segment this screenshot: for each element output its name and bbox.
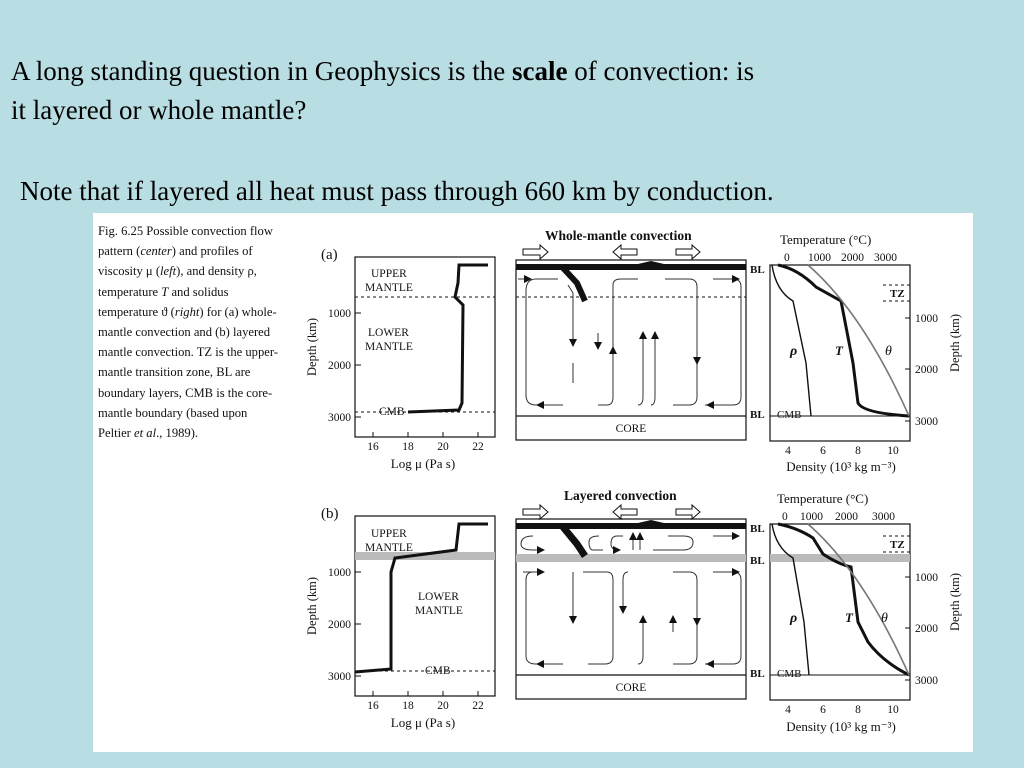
density-label: Density (10³ kg m⁻³) bbox=[786, 719, 896, 734]
temp-tick: 0 bbox=[782, 511, 788, 523]
t-label: T bbox=[835, 343, 843, 358]
title-layered: Layered convection bbox=[564, 488, 677, 503]
caption-text: ) for (a) whole-mantle convection and (b) layered mantle convection. TZ is the upper-mantle transition zone, BL are boundary layers, CMB is the core-mantle boundary (based upon Peltier bbox=[98, 304, 278, 441]
y-axis-label: Depth (km) bbox=[305, 318, 319, 376]
rho-label: ρ bbox=[790, 611, 798, 626]
ytick: 2000 bbox=[328, 360, 351, 372]
x-axis-label: Log μ (Pa s) bbox=[390, 715, 456, 730]
title-whole-mantle: Whole-mantle convection bbox=[545, 228, 692, 243]
ytick: 1000 bbox=[328, 308, 351, 320]
ytick: 1000 bbox=[915, 313, 938, 325]
bl-label: BL bbox=[750, 523, 765, 535]
tz-label: TZ bbox=[890, 539, 905, 551]
slide-heading bbox=[11, 52, 1011, 130]
temp-tick: 2000 bbox=[841, 252, 864, 264]
label-lower-mantle-2: MANTLE bbox=[415, 605, 463, 617]
y-axis-label: Depth (km) bbox=[305, 577, 319, 635]
panel-a-convection-diagram bbox=[516, 228, 746, 440]
label-upper-mantle: UPPER bbox=[371, 528, 407, 540]
temperature-label: Temperature (°C) bbox=[777, 491, 869, 506]
xtick: 20 bbox=[437, 700, 449, 712]
temp-tick: 3000 bbox=[872, 511, 895, 523]
cmb-label: CMB bbox=[777, 668, 802, 680]
label-core: CORE bbox=[615, 682, 647, 694]
caption-text: ), and density ρ, temperature bbox=[98, 264, 257, 299]
xtick: 16 bbox=[367, 700, 379, 712]
cmb-label: CMB bbox=[777, 409, 802, 421]
heading-text-cont: of convection: is bbox=[567, 56, 755, 86]
y-axis-label-right: Depth (km) bbox=[948, 573, 962, 631]
panel-b-convection-diagram bbox=[516, 488, 746, 699]
bl-label: BL bbox=[750, 555, 765, 567]
heading-text: A long standing question in Geophysics is the bbox=[11, 56, 512, 86]
bl-label: BL bbox=[750, 264, 765, 276]
caption-italic: center bbox=[140, 244, 172, 259]
xtick: 10 bbox=[887, 445, 899, 457]
xtick: 18 bbox=[402, 441, 414, 453]
label-upper-mantle: UPPER bbox=[371, 268, 407, 280]
caption-text: ., 1989). bbox=[156, 426, 199, 441]
heading-bold-word: scale bbox=[511, 56, 568, 86]
xtick: 6 bbox=[820, 704, 826, 716]
bl-label: BL bbox=[750, 668, 765, 680]
panel-b-profile-plot bbox=[750, 491, 962, 734]
xtick: 18 bbox=[402, 700, 414, 712]
caption-text: and solidus temperature ϑ ( bbox=[98, 284, 229, 319]
ytick: 2000 bbox=[328, 619, 351, 631]
caption-italic: T bbox=[161, 284, 169, 299]
temp-tick: 1000 bbox=[808, 252, 831, 264]
caption-fig-number: Fig. 6.25 bbox=[98, 224, 144, 238]
temp-tick: 3000 bbox=[874, 252, 897, 264]
label-upper-mantle-2: MANTLE bbox=[365, 282, 413, 294]
density-label: Density (10³ kg m⁻³) bbox=[786, 459, 896, 474]
panel-b-label: (b) bbox=[321, 506, 339, 522]
ytick: 3000 bbox=[328, 412, 351, 424]
xtick: 8 bbox=[855, 445, 861, 457]
ytick: 3000 bbox=[328, 671, 351, 683]
heading-line-2: it layered or whole mantle? bbox=[11, 95, 307, 125]
label-core: CORE bbox=[615, 423, 647, 435]
xtick: 4 bbox=[785, 704, 791, 716]
panel-a-label: (a) bbox=[321, 247, 338, 263]
rho-label: ρ bbox=[790, 344, 798, 359]
theta-label: θ bbox=[885, 344, 892, 359]
ytick: 1000 bbox=[328, 567, 351, 579]
caption-italic: et al bbox=[134, 426, 157, 441]
xtick: 20 bbox=[437, 441, 449, 453]
xtick: 6 bbox=[820, 445, 826, 457]
caption-text: Possible convection flow pattern ( bbox=[98, 224, 273, 259]
panel-a bbox=[305, 228, 962, 474]
theta-label: θ bbox=[881, 611, 888, 626]
temp-tick: 2000 bbox=[835, 511, 858, 523]
ytick: 2000 bbox=[915, 364, 938, 376]
bl-label: BL bbox=[750, 409, 765, 421]
caption-italic: right bbox=[174, 304, 200, 319]
ytick: 3000 bbox=[915, 416, 938, 428]
xtick: 22 bbox=[472, 441, 484, 453]
slide-note: Note that if layered all heat must pass through 660 km by conduction. bbox=[20, 176, 774, 206]
label-lower-mantle: LOWER bbox=[368, 327, 409, 339]
ytick: 3000 bbox=[915, 675, 938, 687]
temp-tick: 0 bbox=[784, 252, 790, 264]
tz-label: TZ bbox=[890, 288, 905, 300]
xtick: 4 bbox=[785, 445, 791, 457]
panel-b bbox=[305, 488, 962, 734]
xtick: 22 bbox=[472, 700, 484, 712]
caption-italic: left bbox=[160, 264, 177, 279]
xtick: 8 bbox=[855, 704, 861, 716]
ytick: 2000 bbox=[915, 623, 938, 635]
x-axis-label: Log μ (Pa s) bbox=[390, 456, 456, 471]
t-label: T bbox=[845, 610, 853, 625]
label-upper-mantle-2: MANTLE bbox=[365, 542, 413, 554]
label-lower-mantle-2: MANTLE bbox=[365, 341, 413, 353]
figure-6-25 bbox=[93, 213, 973, 752]
y-axis-label-right: Depth (km) bbox=[948, 314, 962, 372]
ytick: 1000 bbox=[915, 572, 938, 584]
label-cmb: CMB bbox=[379, 406, 405, 418]
label-lower-mantle: LOWER bbox=[418, 591, 459, 603]
panel-a-viscosity-plot bbox=[305, 257, 495, 471]
caption-text: ) and profiles of viscosity μ ( bbox=[98, 244, 253, 279]
xtick: 16 bbox=[367, 441, 379, 453]
temperature-label: Temperature (°C) bbox=[780, 232, 872, 247]
figure-drawing bbox=[93, 213, 973, 752]
temp-tick: 1000 bbox=[800, 511, 823, 523]
xtick: 10 bbox=[887, 704, 899, 716]
panel-b-viscosity-plot bbox=[305, 516, 495, 730]
label-cmb: CMB bbox=[425, 665, 451, 677]
panel-a-profile-plot bbox=[750, 232, 962, 474]
